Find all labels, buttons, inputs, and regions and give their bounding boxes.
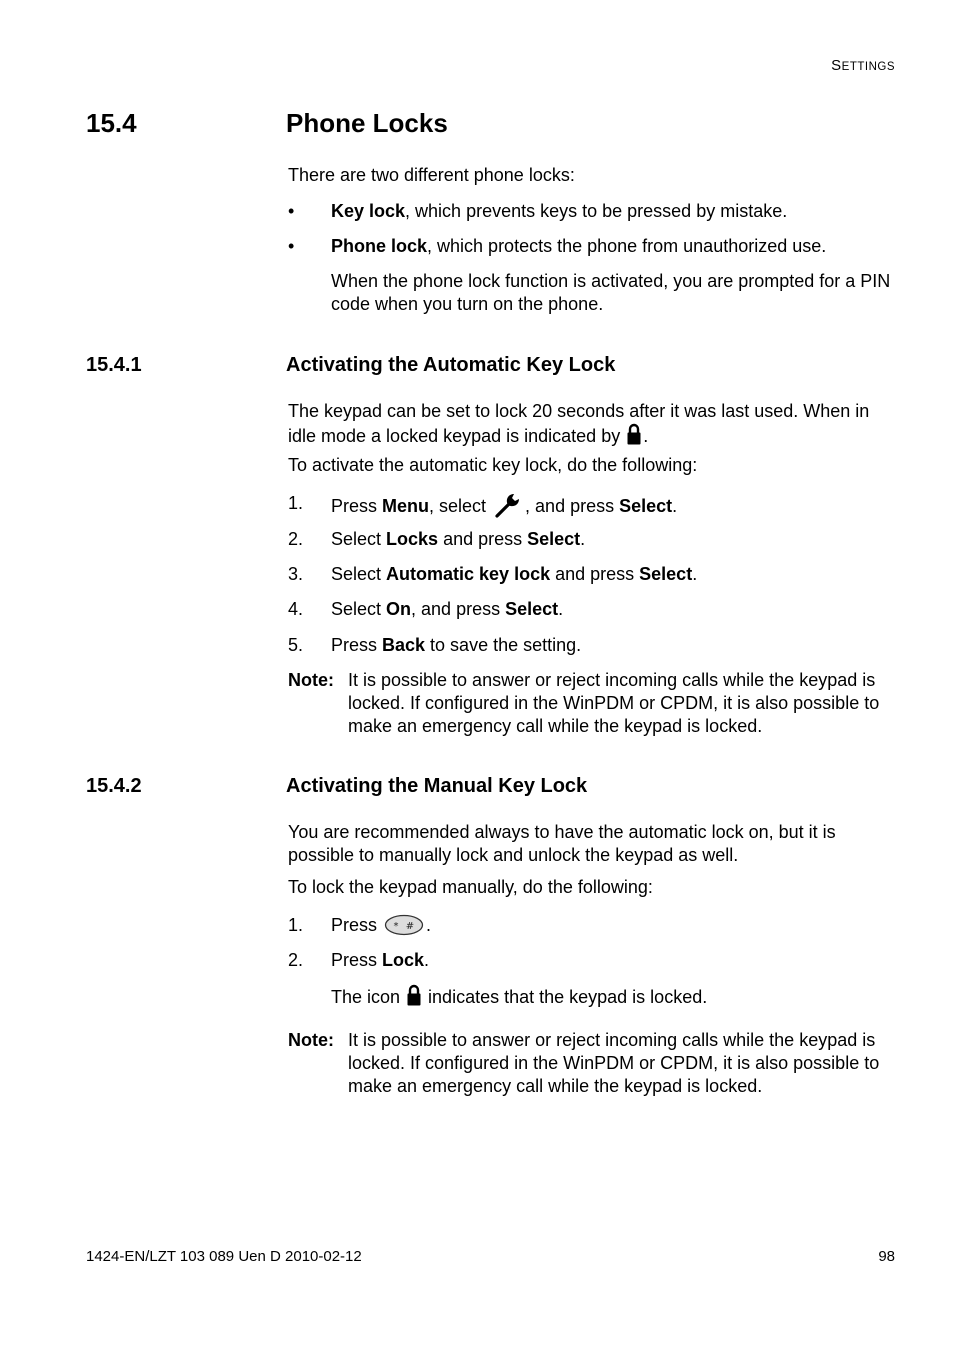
footer-doc-id: 1424-EN/LZT 103 089 Uen D 2010-02-12 <box>86 1248 362 1265</box>
wrench-icon <box>494 492 522 518</box>
lock-icon <box>627 423 641 445</box>
svg-text:#: # <box>405 921 415 932</box>
page-number: 98 <box>878 1248 895 1265</box>
running-header: SETTINGS <box>831 57 895 74</box>
paragraph: To activate the automatic key lock, do the following: <box>288 455 698 475</box>
subsection-title: Activating the Manual Key Lock <box>286 775 588 797</box>
section-title: Phone Locks <box>286 108 448 138</box>
note-label: Note: <box>288 670 334 690</box>
lock-icon <box>407 984 421 1006</box>
svg-text:*: * <box>393 921 399 932</box>
note-text: It is possible to answer or reject incoming calls while the keypad is locked. If configured in the WinPDM or CPDM, it is also possible to make an emergency call while the keypad is locked. <box>348 1030 880 1096</box>
phone-lock-note: When the phone lock function is activated, you are prompted for a PIN code when you turn on the phone. <box>331 271 891 314</box>
icon-explanation: The icon indicates that the keypad is locked. <box>331 984 898 1009</box>
subsection-title: Activating the Automatic Key Lock <box>286 354 616 376</box>
paragraph: The keypad can be set to lock 20 seconds after it was last used. When in idle mode a locked keypad is indicated by . <box>288 401 870 446</box>
subsection-number: 15.4.2 <box>86 775 142 797</box>
section-intro: There are two different phone locks: <box>288 165 575 185</box>
star-hash-key-icon <box>384 914 424 936</box>
note-text: It is possible to answer or reject incoming calls while the keypad is locked. If configured in the WinPDM or CPDM, it is also possible to make an emergency call while the keypad is locked. <box>348 670 880 736</box>
subsection-number: 15.4.1 <box>86 354 142 376</box>
note-label: Note: <box>288 1030 334 1050</box>
paragraph: To lock the keypad manually, do the following: <box>288 877 653 897</box>
section-number: 15.4 <box>86 108 137 138</box>
paragraph: You are recommended always to have the automatic lock on, but it is possible to manually lock and unlock the keypad as well. <box>288 822 836 865</box>
